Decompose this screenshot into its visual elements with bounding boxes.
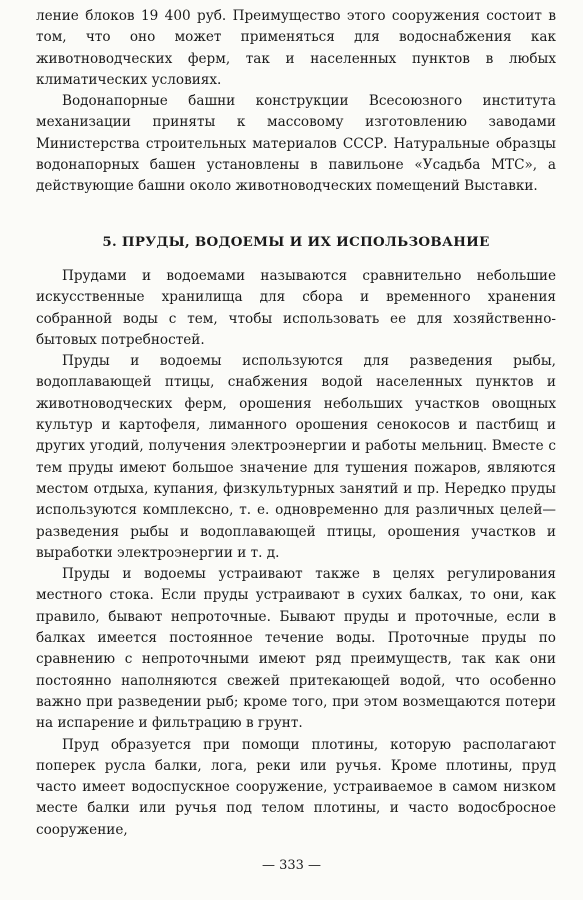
paragraph-continued: ление блоков 19 400 руб. Преимущество этого сооружения состоит в том, что оно может применяться для водоснабжения как животноводческих ферм, так и населенных пунктов в любых климатических условиях. [36, 8, 556, 88]
paragraph-flow: Пруды и водоемы устраивают также в целях регулирования местного стока. Если пруды устраивают в сухих балках, то они, как правило, бывают непроточные. Бывают пруды и проточные, если в балках имеется постоянное течение воды. Проточные пруды по сравнению с непроточными имеют ряд преимуществ, так как они постоянно наполняются свежей притекающей водой, что особенно важно при разведении рыб; кроме того, при этом возмещаются потери на испарение и фильтрацию в грунт. [36, 566, 556, 732]
page-number: — 333 — [261, 858, 322, 873]
section-text [36, 266, 556, 841]
paragraph-dam: Пруд образуется при помощи плотины, которую располагают поперек русла балки, лога, реки или ручья. Кроме плотины, пруд часто имеет водоспускное сооружение, устраиваемое в самом низком месте балки или ручья под телом плотины, и часто водосбросное сооружение, [36, 736, 556, 838]
intro-text [36, 6, 556, 198]
paragraph-uses: Пруды и водоемы используются для разведения рыбы, водоплавающей птицы, снабжения водой населенных пунктов и животноводческих ферм, орошения небольших участков овощных культур и картофеля, лиманного орошения сенокосов и пастбищ и других угодий, получения электроэнергии и работы мельниц. Вместе с тем пруды имеют большое значение для тушения пожаров, являются местом отдыха, купания, физкультурных занятий и пр. Нередко пруды используются комплексно, т. е. одновременно для различных целей—разведения рыбы и водоплавающей птицы, орошения участков и выработки электроэнергии и т. д. [36, 353, 556, 561]
section-heading: 5. ПРУДЫ, ВОДОЕМЫ И ИХ ИСПОЛЬЗОВАНИЕ [102, 234, 490, 250]
paragraph-definition: Прудами и водоемами называются сравнительно небольшие искусственные хранилища для сбора и временного хранения собранной воды с тем, чтобы использовать ее для хозяйственно-бытовых потребностей. [36, 268, 556, 348]
paragraph-water-towers: Водонапорные башни конструкции Всесоюзного института механизации приняты к массовому изготовлению заводами Министерства строительных материалов СССР. Натуральные образцы водонапорных башен установлены в павильоне «Усадьба МТС», а действующие башни около животноводческих помещений Выставки. [36, 93, 556, 195]
